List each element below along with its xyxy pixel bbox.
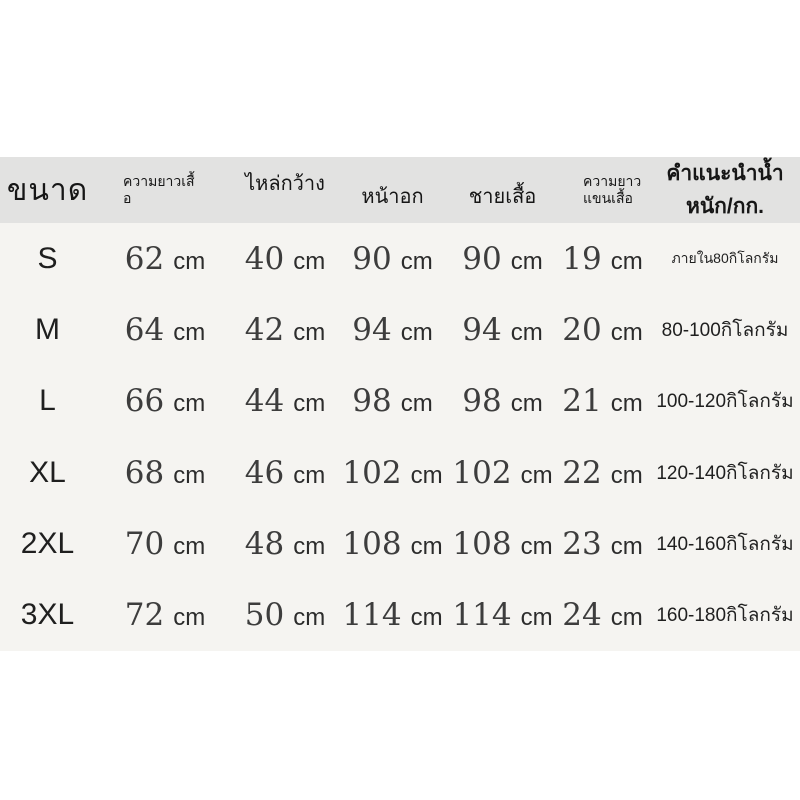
unit-label: cm [173, 461, 206, 489]
measurement-value: 40 [244, 240, 285, 277]
measurement-value: 42 [244, 311, 285, 348]
shirt-length-cell [95, 597, 235, 633]
measurement-value: 108 [342, 525, 402, 562]
chest-cell [335, 526, 450, 562]
unit-label: cm [293, 390, 326, 418]
measurement-value: 66 [124, 383, 165, 420]
size-cell [0, 456, 95, 490]
header-hem [450, 180, 555, 212]
unit-label: cm [173, 532, 206, 560]
shoulder-cell [235, 312, 335, 348]
measurement-value: 48 [244, 525, 285, 562]
table-row-xl [0, 437, 800, 508]
table-row-s [0, 223, 800, 294]
unit-label: cm [520, 604, 553, 632]
table-header-row [0, 157, 800, 223]
size-cell [0, 598, 95, 632]
unit-label: cm [510, 247, 543, 275]
table-row-m [0, 294, 800, 365]
unit-label: cm [610, 390, 643, 418]
size-cell [0, 527, 95, 561]
unit-label: cm [293, 604, 326, 632]
chest-cell [335, 241, 450, 277]
unit-label: cm [293, 318, 326, 346]
unit-label: cm [520, 532, 553, 560]
unit-label: cm [610, 604, 643, 632]
unit-label: cm [510, 318, 543, 346]
header-shoulder-width [235, 167, 335, 199]
hem-cell [450, 241, 555, 277]
measurement-value: 94 [462, 311, 502, 348]
table-row-l [0, 366, 800, 437]
shirt-length-cell [95, 241, 235, 277]
shirt-length-cell [95, 312, 235, 348]
measurement-value: 64 [124, 311, 165, 348]
measurement-value: 98 [352, 383, 392, 420]
unit-label: cm [410, 532, 443, 560]
unit-label: cm [610, 461, 643, 489]
size-cell [0, 313, 95, 347]
size-label: XL [29, 455, 66, 489]
hem-cell [450, 597, 555, 633]
sleeve-cell [555, 312, 650, 348]
header-weight-recommendation [650, 157, 800, 223]
measurement-value: 20 [562, 311, 602, 348]
hem-cell [450, 526, 555, 562]
unit-label: cm [173, 604, 206, 632]
shirt-length-cell [95, 383, 235, 419]
weight-recommendation: 140-160กิโลกรัม [656, 533, 794, 555]
header-weight-recommendation-label: คำแนะนำน้ำหนัก/กก. [666, 162, 784, 218]
unit-label: cm [610, 318, 643, 346]
table-row-2xl [0, 508, 800, 579]
chest-cell [335, 383, 450, 419]
weight-recommendation: 120-140กิโลกรัม [656, 462, 794, 484]
unit-label: cm [173, 247, 206, 275]
table-body [0, 223, 800, 651]
weight-recommendation: 160-180กิโลกรัม [656, 605, 794, 627]
header-sleeve-length [555, 173, 650, 207]
measurement-value: 114 [452, 597, 512, 634]
size-cell [0, 384, 95, 418]
size-label: 3XL [20, 598, 75, 632]
weight-recommendation: ภายใน80กิโลกรัม [671, 249, 779, 266]
size-label: S [37, 241, 58, 275]
unit-label: cm [293, 461, 326, 489]
header-chest-label: หน้าอก [361, 186, 424, 208]
shoulder-cell [235, 597, 335, 633]
header-size [0, 167, 95, 214]
measurement-value: 98 [462, 383, 502, 420]
unit-label: cm [173, 318, 206, 346]
unit-label: cm [400, 318, 433, 346]
header-size-label: ขนาด [6, 173, 89, 207]
unit-label: cm [293, 532, 326, 560]
table-row-3xl [0, 580, 800, 651]
unit-label: cm [520, 461, 553, 489]
unit-label: cm [400, 390, 433, 418]
hem-cell [450, 312, 555, 348]
chest-cell [335, 597, 450, 633]
unit-label: cm [410, 604, 443, 632]
measurement-value: 24 [562, 597, 602, 634]
header-shirt-length [95, 173, 235, 207]
measurement-value: 90 [352, 240, 392, 277]
sleeve-cell [555, 597, 650, 633]
header-shirt-length-label: ความยาวเสื้อ [123, 173, 195, 206]
unit-label: cm [173, 390, 206, 418]
header-hem-label: ชายเสื้อ [468, 186, 537, 208]
sleeve-cell [555, 383, 650, 419]
unit-label: cm [610, 247, 643, 275]
weight-recommendation: 100-120กิโลกรัม [656, 391, 794, 413]
measurement-value: 114 [342, 597, 402, 634]
measurement-value: 68 [124, 454, 165, 491]
header-sleeve-length-label: ความยาวแขนเสื้อ [583, 173, 642, 206]
measurement-value: 22 [562, 454, 602, 491]
unit-label: cm [293, 247, 326, 275]
chest-cell [335, 312, 450, 348]
sleeve-cell [555, 526, 650, 562]
size-cell [0, 242, 95, 276]
sleeve-cell [555, 455, 650, 491]
chest-cell [335, 455, 450, 491]
hem-cell [450, 455, 555, 491]
measurement-value: 70 [124, 525, 165, 562]
unit-label: cm [400, 247, 433, 275]
unit-label: cm [610, 532, 643, 560]
measurement-value: 62 [124, 240, 165, 277]
header-chest [335, 180, 450, 212]
weight-recommendation: 80-100กิโลกรัม [661, 319, 789, 341]
size-label: L [39, 384, 56, 418]
measurement-value: 21 [562, 383, 602, 420]
shirt-length-cell [95, 526, 235, 562]
unit-label: cm [410, 461, 443, 489]
measurement-value: 50 [244, 597, 285, 634]
measurement-value: 46 [244, 454, 285, 491]
shoulder-cell [235, 241, 335, 277]
size-label: M [35, 312, 60, 346]
header-shoulder-width-label: ไหล่กว้าง [245, 173, 325, 195]
shoulder-cell [235, 455, 335, 491]
shirt-length-cell [95, 455, 235, 491]
unit-label: cm [510, 390, 543, 418]
measurement-value: 102 [452, 454, 512, 491]
measurement-value: 72 [124, 597, 165, 634]
measurement-value: 44 [244, 383, 285, 420]
shoulder-cell [235, 526, 335, 562]
hem-cell [450, 383, 555, 419]
measurement-value: 94 [352, 311, 392, 348]
measurement-value: 102 [342, 454, 402, 491]
measurement-value: 90 [462, 240, 502, 277]
measurement-value: 19 [562, 240, 602, 277]
size-chart-table [0, 157, 800, 651]
size-label: 2XL [20, 526, 75, 560]
sleeve-cell [555, 241, 650, 277]
measurement-value: 23 [562, 525, 602, 562]
measurement-value: 108 [452, 525, 512, 562]
shoulder-cell [235, 383, 335, 419]
